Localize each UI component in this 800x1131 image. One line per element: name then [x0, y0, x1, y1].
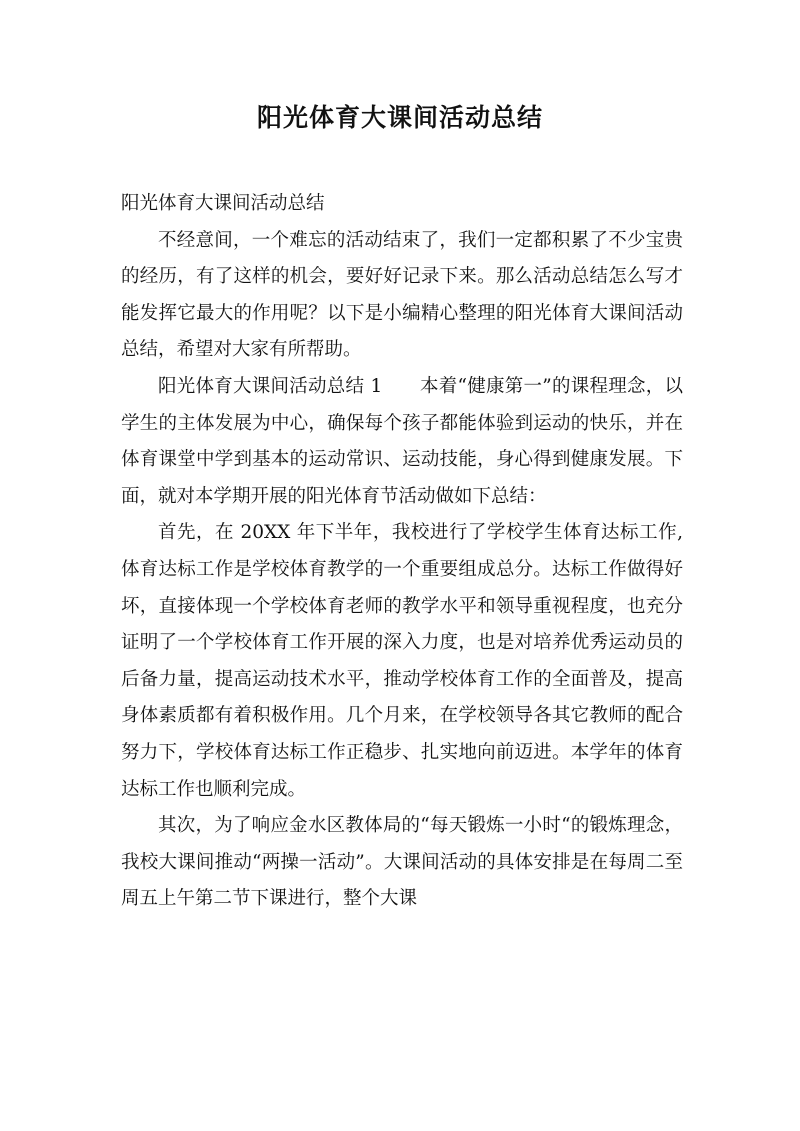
first-point-paragraph: 首先，在 20XX 年下半年，我校进行了学校学生体育达标工作,体育达标工作是学校体育教学的一个重要组成总分。达标工作做得好坏，直接体现一个学校体育老师的教学水平和领导重视程度，也充分证明了一个学校体育工作开展的深入力度，也是对培养优秀运动员的后备力量，提高运动技术水平，推动学校体育工作的全面普及，提高身体素质都有着积极作用。几个月来，在学校领导各其它教师的配合努力下，学校体育达标工作正稳步、扎实地向前迈进。本学年的体育达标工作也顺利完成。 — [121, 522, 683, 800]
document-body — [121, 186, 683, 918]
intro-paragraph: 不经意间，一个难忘的活动结束了，我们一定都积累了不少宝贵的经历，有了这样的机会，要好好记录下来。那么活动总结怎么写才能发挥它最大的作用呢？以下是小编精心整理的阳光体育大课间活动总结，希望对大家有所帮助。 — [121, 229, 683, 361]
document-title: 阳光体育大课间活动总结 — [256, 103, 543, 132]
second-point-paragraph: 其次，为了响应金水区教体局的“每天锻炼一小时“的锻炼理念，我校大课间推动“两操一活动”。大课间活动的具体安排是在每周二至周五上午第二节下课进行，整个大课 — [121, 815, 683, 910]
subtitle-paragraph: 阳光体育大课间活动总结 — [121, 193, 325, 214]
section-1-paragraph: 阳光体育大课间活动总结 1 本着“健康第一”的课程理念，以学生的主体发展为中心，确保每个孩子都能体验到运动的快乐，并在体育课堂中学到基本的运动常识、运动技能，身心得到健康发展。下面，就对本学期开展的阳光体育节活动做如下总结： — [121, 375, 683, 507]
